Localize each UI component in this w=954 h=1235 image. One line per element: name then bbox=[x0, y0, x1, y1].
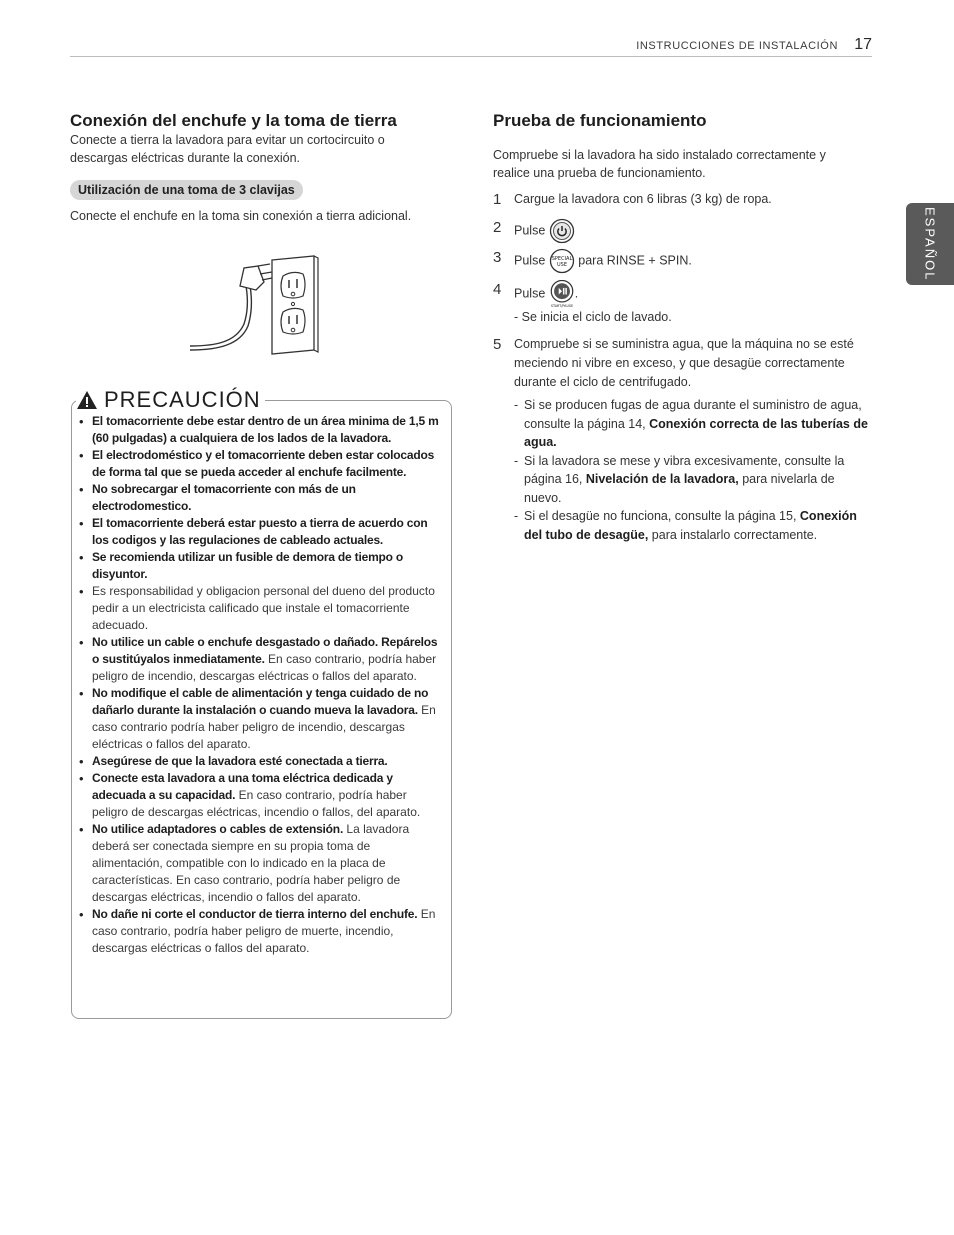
svg-text:SPECIAL: SPECIAL bbox=[551, 256, 573, 262]
caution-item: • Conecte esta lavadora a una toma eléctrica dedicada y adecuada a su capacidad. En caso contrario, podría haber peligro de descargas eléctricas, incendio o fallos, del aparato. bbox=[76, 770, 444, 821]
caution-item: • No utilice un cable o enchufe desgastado o dañado. Repárelos o sustitúyalos inmediatamente. En caso contrario, podría haber peligro de incendio, descargas eléctricas o fallos del aparato. bbox=[76, 634, 444, 685]
page-header bbox=[70, 36, 872, 57]
caution-item: • No utilice adaptadores o cables de extensión. La lavadora deberá ser conectada siempre en su propia toma de alimentación, compatible con lo indicado en la placa de características. En caso contrario, podría haber peligro de descargas eléctricas, incendio o fallos del aparato. bbox=[76, 821, 444, 906]
note-water-leak: - Si se producen fugas de agua durante el suministro de agua, consulte la página 14, Conexión correcta de las tuberías de agua. bbox=[514, 398, 868, 449]
caution-title-text: PRECAUCIÓN bbox=[104, 387, 261, 412]
caution-item: • Se recomienda utilizar un fusible de demora de tiempo o disyuntor. bbox=[76, 549, 444, 583]
language-tab bbox=[906, 203, 954, 285]
note-leveling: - Si la lavadora se mese y vibra excesivamente, consulte la página 16, Nivelación de la lavadora, para nivelarla de nuevo. bbox=[514, 453, 845, 505]
page-number: 17 bbox=[854, 36, 872, 53]
power-button-icon bbox=[549, 218, 575, 244]
special-use-button-icon bbox=[549, 248, 575, 274]
three-prong-text: Conecte el enchufe en la toma sin conexión a tierra adicional. bbox=[70, 209, 412, 223]
plug-intro-line1: Conecte a tierra la lavadora para evitar un cortocircuito o bbox=[70, 133, 385, 147]
caution-title bbox=[76, 386, 265, 414]
troubleshoot-notes bbox=[514, 396, 874, 544]
caution-list bbox=[76, 413, 444, 957]
caution-item: • El tomacorriente debe estar dentro de un área minima de 1,5 m (60 pulgadas) a cualquiera de los lados de la lavadora. bbox=[76, 413, 444, 447]
caution-item: • No dañe ni corte el conductor de tierra interno del enchufe. En caso contrario, podría haber peligro de muerte, incendio, descargas eléctricas o fallos del aparato. bbox=[76, 906, 444, 957]
svg-text:START/PAUSE: START/PAUSE bbox=[550, 304, 573, 308]
plug-ground-heading: Conexión del enchufe y la toma de tierra bbox=[70, 111, 397, 130]
note-drain: - Si el desagüe no funciona, consulte la página 15, Conexión del tubo de desagüe, para instalarlo correctamente. bbox=[514, 509, 857, 542]
svg-text:USE: USE bbox=[556, 262, 567, 268]
plug-outlet-illustration bbox=[186, 246, 336, 358]
plug-intro-line2: descargas eléctricas durante la conexión. bbox=[70, 151, 300, 165]
language-tab-label: ESPAÑOL bbox=[922, 206, 938, 282]
section-title: INSTRUCCIONES DE INSTALACIÓN bbox=[636, 40, 838, 52]
caution-item: • No modifique el cable de alimentación y tenga cuidado de no dañarlo durante la instalación o cuando mueva la lavadora. En caso contrario podría haber peligro de incendio, descargas eléctricas o fallos del aparato. bbox=[76, 685, 444, 753]
test-intro-line1: Compruebe si la lavadora ha sido instalado correctamente y bbox=[493, 148, 826, 162]
caution-item: • El electrodoméstico y el tomacorriente deben estar colocados de forma tal que se pueda acceder al enchufe facilmente. bbox=[76, 447, 444, 481]
caution-item: • No sobrecargar el tomacorriente con más de un electrodomestico. bbox=[76, 481, 444, 515]
test-intro-line2: realice una prueba de funcionamiento. bbox=[493, 166, 706, 180]
start-pause-button-icon bbox=[549, 280, 575, 308]
warning-triangle-icon bbox=[76, 389, 98, 411]
caution-item: • Es responsabilidad y obligacion personal del dueno del producto pedir a un electricista calificado que instale el tomacorriente adecuado. bbox=[76, 583, 444, 634]
caution-item: • El tomacorriente deberá estar puesto a tierra de acuerdo con los codigos y las regulaciones de cableado actuales. bbox=[76, 515, 444, 549]
caution-item: • Asegúrese de que la lavadora esté conectada a tierra. bbox=[76, 753, 444, 770]
three-prong-subheading: Utilización de una toma de 3 clavijas bbox=[70, 180, 303, 200]
test-run-heading: Prueba de funcionamiento bbox=[493, 111, 707, 130]
